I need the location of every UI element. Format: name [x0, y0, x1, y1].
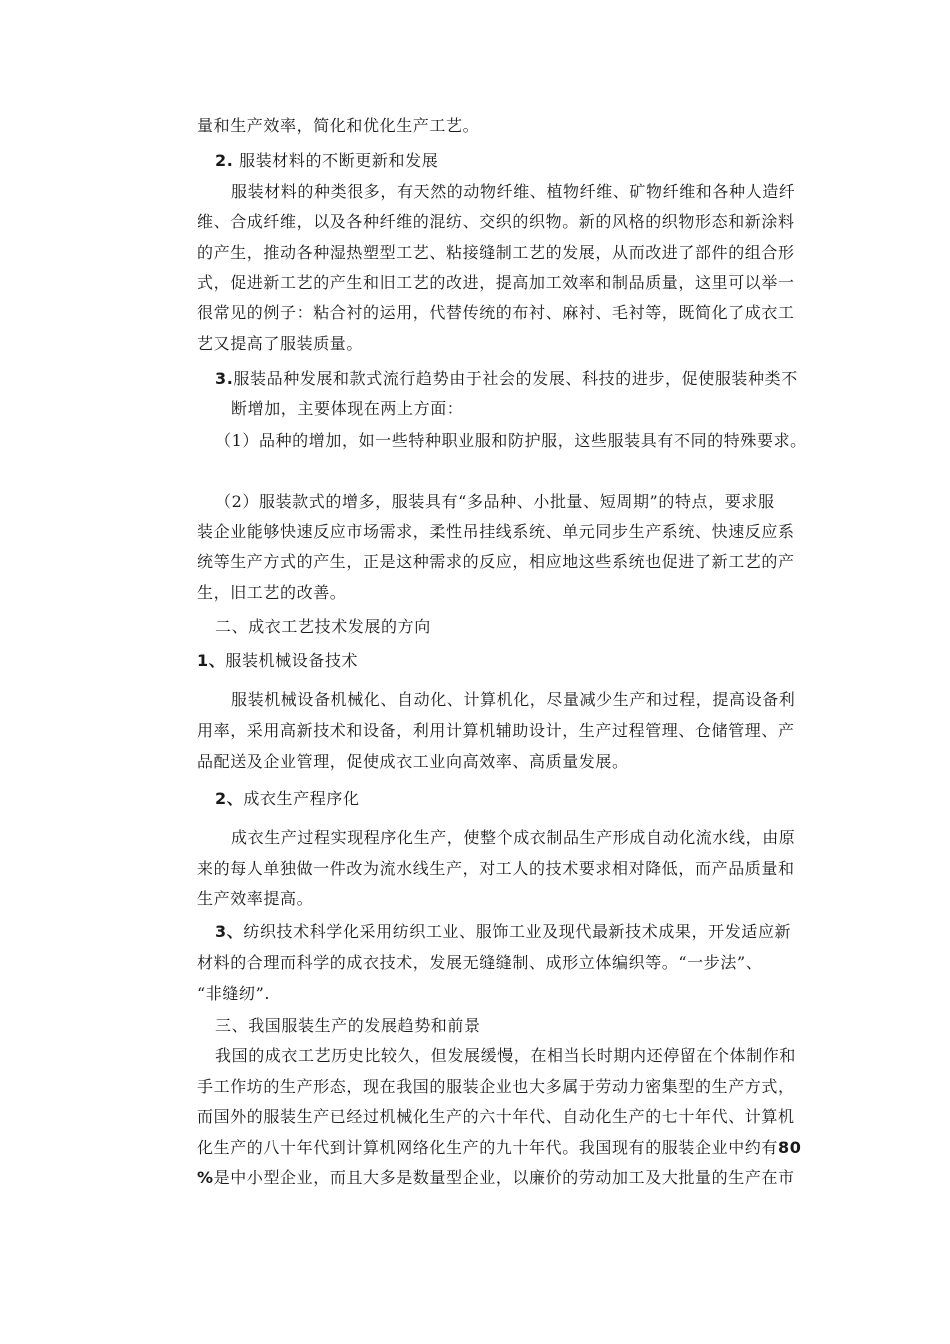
text-line: 服装机械设备机械化、自动化、计算机化，尽量减少生产和过程，提高设备利 [231, 690, 796, 709]
text-line: “非缝纫”. [197, 984, 271, 1003]
subsection-heading [215, 789, 360, 809]
text-line: 断增加，主要体现在两上方面： [231, 399, 464, 418]
heading-text: 成衣生产程序化 [243, 789, 360, 808]
text-line: 而国外的服装生产已经过机械化生产的六十年代、自动化生产的七十年代、计算机 [197, 1107, 795, 1126]
heading-text: 纺织技术科学化采用纺织工业、服饰工业及现代最新技术成果，开发适应新 [243, 922, 792, 941]
text-line: 生，旧工艺的改善。 [197, 583, 347, 602]
text-line: 很常见的例子：粘合衬的运用，代替传统的布衬、麻衬、毛衬等，既简化了成衣工 [197, 303, 795, 322]
heading-2 [215, 151, 438, 171]
text-line: 成衣生产过程实现程序化生产，使整个成衣制品生产形成自动化流水线，由原 [231, 828, 796, 847]
text-line: 我国的成衣工艺历史比较久，但发展缓慢，在相当长时期内还停留在个体制作和 [215, 1046, 797, 1065]
text-line: 维、合成纤维，以及各种纤维的混纺、交织的织物。新的风格的织物形态和新涂料 [197, 212, 795, 231]
heading-number: 1、 [197, 651, 226, 670]
heading-text: 服装机械设备技术 [225, 651, 359, 670]
text-line: 装企业能够快速反应市场需求，柔性吊挂线系统、单元同步生产系统、快速反应系 [197, 522, 795, 541]
heading-text: 服装品种发展和款式流行趋势由于社会的发展、科技的进步，促使服装种类不 [233, 369, 798, 388]
heading-number: 2. [215, 151, 234, 170]
text-line: 艺又提高了服装质量。 [197, 334, 364, 353]
text-line: 手工作坊的生产形态，现在我国的服装企业也大多属于劳动力密集型的生产方式， [197, 1077, 795, 1096]
section-heading: 二、成衣工艺技术发展的方向 [215, 617, 431, 636]
percent-sign: % [197, 1168, 214, 1187]
number-80: 80 [778, 1138, 802, 1157]
text-line [197, 1138, 801, 1158]
heading-number: 3. [215, 369, 234, 388]
list-item: （1）品种的增加，如一些特种职业服和防护服，这些服装具有不同的特殊要求。 [215, 431, 807, 450]
text-line: 材料的合理而科学的成衣技术，发展无缝缝制、成形立体编织等。“一步法”、 [197, 953, 763, 972]
list-item: （2）服装款式的增多，服装具有“多品种、小批量、短周期”的特点，要求服 [215, 492, 775, 511]
heading-text: 服装材料的不断更新和发展 [239, 151, 439, 170]
text-line: 用率，采用高新技术和设备，利用计算机辅助设计，生产过程管理、仓储管理、产 [197, 721, 795, 740]
heading-3 [215, 369, 798, 389]
text-line: 生产效率提高。 [197, 889, 314, 908]
text-line: 式，促进新工艺的产生和旧工艺的改进，提高加工效率和制品质量，这里可以举一 [197, 273, 795, 292]
text-line: 品配送及企业管理，促使成衣工业向高效率、高质量发展。 [197, 752, 629, 771]
heading-number: 3、 [215, 922, 244, 941]
text-line: 服装材料的种类很多，有天然的动物纤维、植物纤维、矿物纤维和各种人造纤 [231, 182, 796, 201]
text-line: 统等生产方式的产生，正是这种需求的反应，相应地这些系统也促进了新工艺的产 [197, 552, 795, 571]
subsection-heading [215, 922, 791, 942]
subsection-heading [197, 651, 358, 671]
heading-number: 2、 [215, 789, 244, 808]
section-heading: 三、我国服装生产的发展趋势和前景 [215, 1016, 481, 1035]
text-segment: 化生产的八十年代到计算机网络化生产的九十年代。我国现有的服装企业中约有 [197, 1138, 779, 1157]
text-line: 量和生产效率，简化和优化生产工艺。 [197, 116, 480, 135]
text-line: 的产生，推动各种湿热塑型工艺、粘接缝制工艺的发展，从而改进了部件的组合形 [197, 243, 795, 262]
text-segment: 是中小型企业，而且大多是数量型企业，以廉价的劳动加工及大批量的生产在市 [213, 1168, 795, 1187]
text-line: 来的每人单独做一件改为流水线生产，对工人的技术要求相对降低，而产品质量和 [197, 859, 795, 878]
text-line [197, 1168, 795, 1188]
